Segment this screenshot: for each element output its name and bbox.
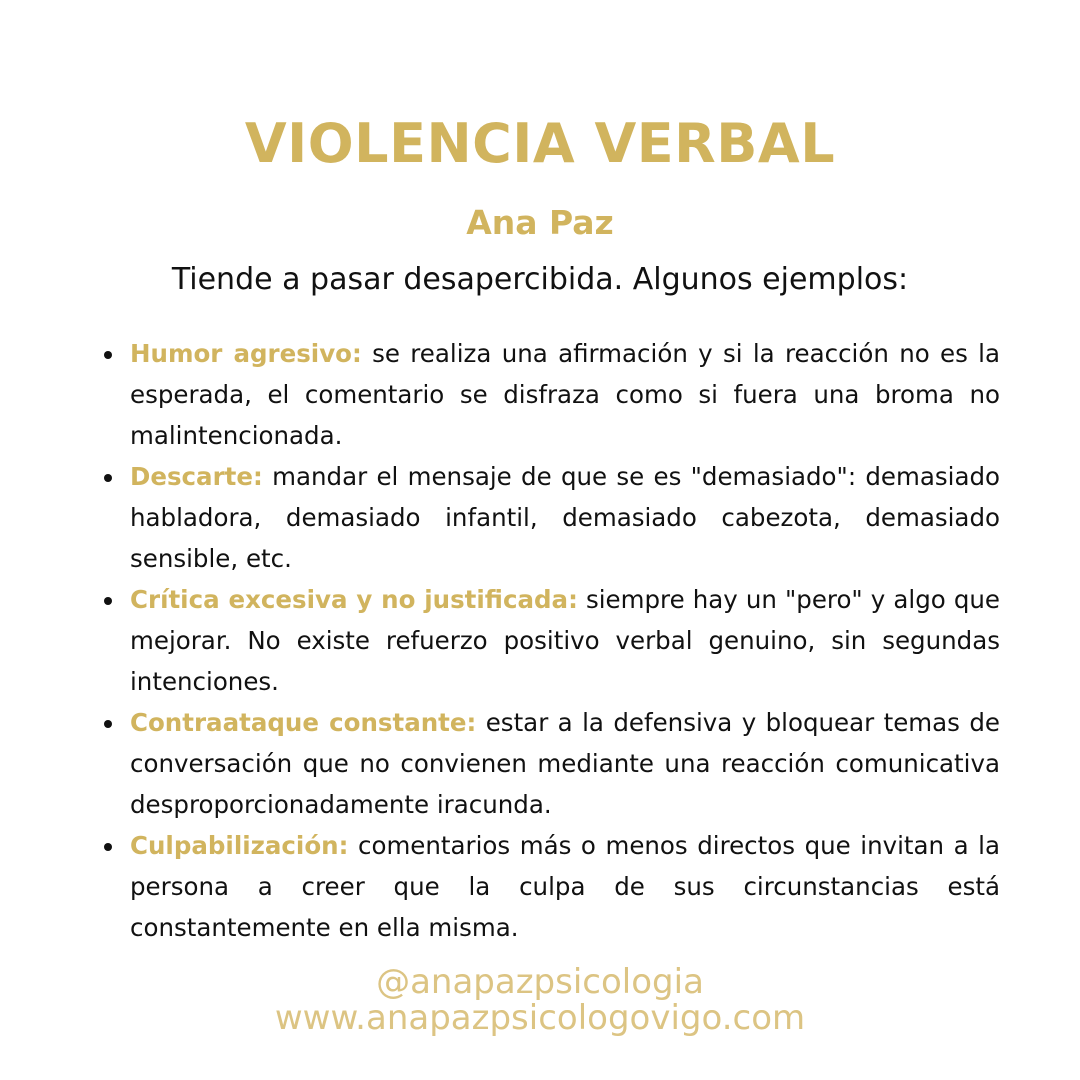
tagline: Tiende a pasar desapercibida. Algunos ejemplos: [171,262,909,297]
item-term: Humor agresivo: [130,339,362,368]
list-item [130,333,1000,456]
item-term: Descarte: [130,462,263,491]
list-item [130,579,1000,702]
item-text: comentarios más o menos directos que invitan a la persona a creer que la culpa de sus circunstancias está constantemente en ella misma. [130,831,1000,942]
website-url: www.anapazpsicologovigo.com [274,998,806,1038]
list-item [130,702,1000,825]
list-item [130,825,1000,948]
item-text: se realiza una afirmación y si la reacción no es la esperada, el comentario se disfraza como si fuera una broma no malintencionada. [130,339,1000,450]
page-title: VIOLENCIA VERBAL [244,112,836,175]
author-name: Ana Paz [466,203,614,242]
list-item [130,456,1000,579]
social-handle: @anapazpsicologia [376,962,704,1002]
item-text: estar a la defensiva y bloquear temas de conversación que no convienen mediante una reacción comunicativa desproporcionadamente iracunda. [130,708,1000,819]
examples-list [130,333,1000,948]
item-text: mandar el mensaje de que se es "demasiado": demasiado habladora, demasiado infantil, demasiado cabezota, demasiado sensible, etc. [130,462,1000,573]
item-text: siempre hay un "pero" y algo que mejorar. No existe refuerzo positivo verbal genuino, sin segundas intenciones. [130,585,1000,696]
item-term: Culpabilización: [130,831,349,860]
item-term: Crítica excesiva y no justificada: [130,585,578,614]
item-term: Contraataque constante: [130,708,477,737]
